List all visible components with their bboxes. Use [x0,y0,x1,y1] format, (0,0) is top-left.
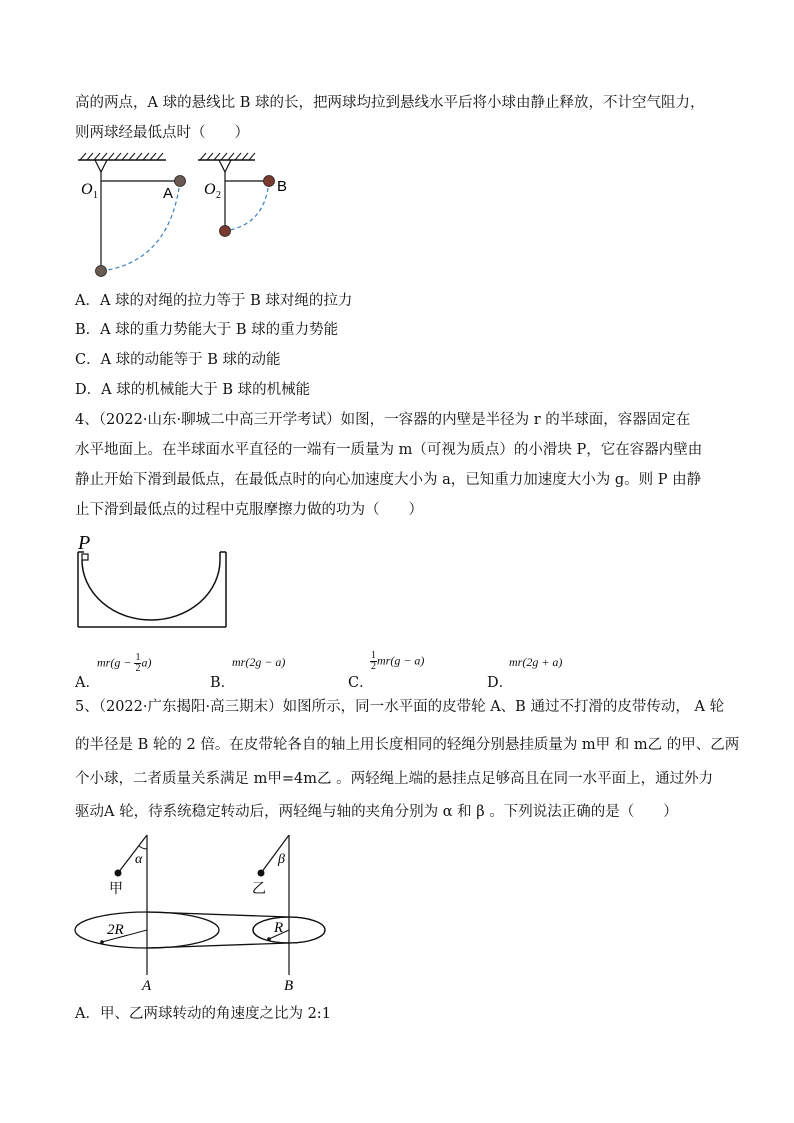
q4-stem-line-2: 水平地面上。在半球面水平直径的一端有一质量为 m（可视为质点）的小滑块 P，它在容器内壁由 [75,442,703,458]
label-o2-sub: 2 [216,190,221,201]
label-alpha: α [135,852,143,867]
q4-a-inner: g − [114,655,132,670]
q4-a-frac-den: 2 [135,663,141,674]
label-p: P [78,532,91,554]
q5-option-a[interactable]: A．甲、乙两球转动的角速度之比为 2:1 [75,1006,331,1022]
label-2r: 2R [107,922,124,938]
q3-option-d[interactable]: D．A 球的机械能大于 B 球的机械能 [75,382,311,398]
label-a: A [163,185,174,202]
label-jia: 甲 [109,882,123,897]
q4-a-tail: a [141,655,148,670]
label-o1: O [81,181,93,198]
ball-yi [258,870,265,877]
pendulum-b [219,160,275,237]
q5-stem-line-1: 5、（2022·广东揭阳·高三期末）如图所示，同一水平面的皮带轮 A、B 通过不打滑的皮带传动， A 轮 [75,699,725,715]
q5-stem-line-3: 个小球，二者质量关系满足 m甲=4m乙 。两轻绳上端的悬挂点足够高且在同一水平面上，通过外力 [75,771,714,787]
slider-p [82,554,88,560]
q4-stem-line-3: 静止开始下滑到最低点，在最低点时的向心加速度大小为 a，已知重力加速度大小为 g。则 P 由静 [75,472,702,488]
label-o2: O [204,181,216,198]
q4-option-a-label: A． [75,675,100,691]
label-o1-sub: 1 [93,190,98,201]
label-b: B [277,178,288,195]
q4-d-expr: mr(2g + a) [509,655,563,669]
pendulum-a [95,160,186,277]
belt-top [147,912,289,917]
q3-option-b[interactable]: B．A 球的重力势能大于 B 球的重力势能 [75,322,339,338]
q3-pendulum-figure [70,150,300,280]
q5-stem-line-4: 驱动A 轮，待系统稳定转动后，两轻绳与轴的夹角分别为 α 和 β 。下列说法正确的是（ ） [75,804,678,820]
q3-option-c[interactable]: C．A 球的动能等于 B 球的动能 [75,352,281,368]
q3-stem-line-2: 则两球经最低点时（ ） [75,125,249,141]
q4-stem-line-1: 4、（2022·山东·聊城二中高三开学考试）如图，一容器的内壁是半径为 r 的半球面，容器固定在 [75,412,691,428]
q3-option-a[interactable]: A．A 球的对绳的拉力等于 B 球对绳的拉力 [75,293,353,309]
q4-option-b-label: B． [210,675,236,691]
label-r: R [274,920,284,936]
label-axis-b: B [284,978,294,994]
q3-stem-line-1: 高的两点，A 球的悬线比 B 球的长，把两球均拉到悬线水平后将小球由静止释放，不计空气阻力， [75,95,705,111]
q4-c-frac-den: 2 [371,661,376,672]
string-jia [118,835,147,873]
belt-bottom [147,943,289,948]
q5-pulley-figure [70,835,340,995]
ball-jia [115,870,122,877]
q4-c-tail: mr(g − a) [377,653,425,668]
ceiling-right [198,153,255,160]
q4-a-frac-num: 1 [135,652,141,663]
q4-stem-line-4: 止下滑到最低点的过程中克服摩擦力做的功为（ ） [75,502,423,518]
label-yi: 乙 [252,882,266,897]
q4-option-d-label: D． [487,675,514,691]
q4-c-frac-num: 1 [371,650,376,661]
q4-option-c-label: C． [348,675,374,691]
label-axis-a: A [142,978,152,994]
ceiling-left [78,153,166,160]
q5-stem-line-2: 的半径是 B 轮的 2 倍。在皮带轮各自的轴上用长度相同的轻绳分别悬挂质量为 m甲 和 m乙 的甲、乙两 [75,737,740,753]
q4-b-expr: mr(2g − a) [232,655,286,669]
label-beta: β [278,852,285,867]
q4-bowl-figure [72,532,232,632]
q4-options: A． mr(g − $\frac{1}{2}$ a) B． mr(2g − a) C． $\frac{1}{2}$ mr(g − a) D． mr(2g + a) [75,650,563,691]
q4-a-prefix: mr [97,655,111,670]
bowl-container [78,552,226,627]
